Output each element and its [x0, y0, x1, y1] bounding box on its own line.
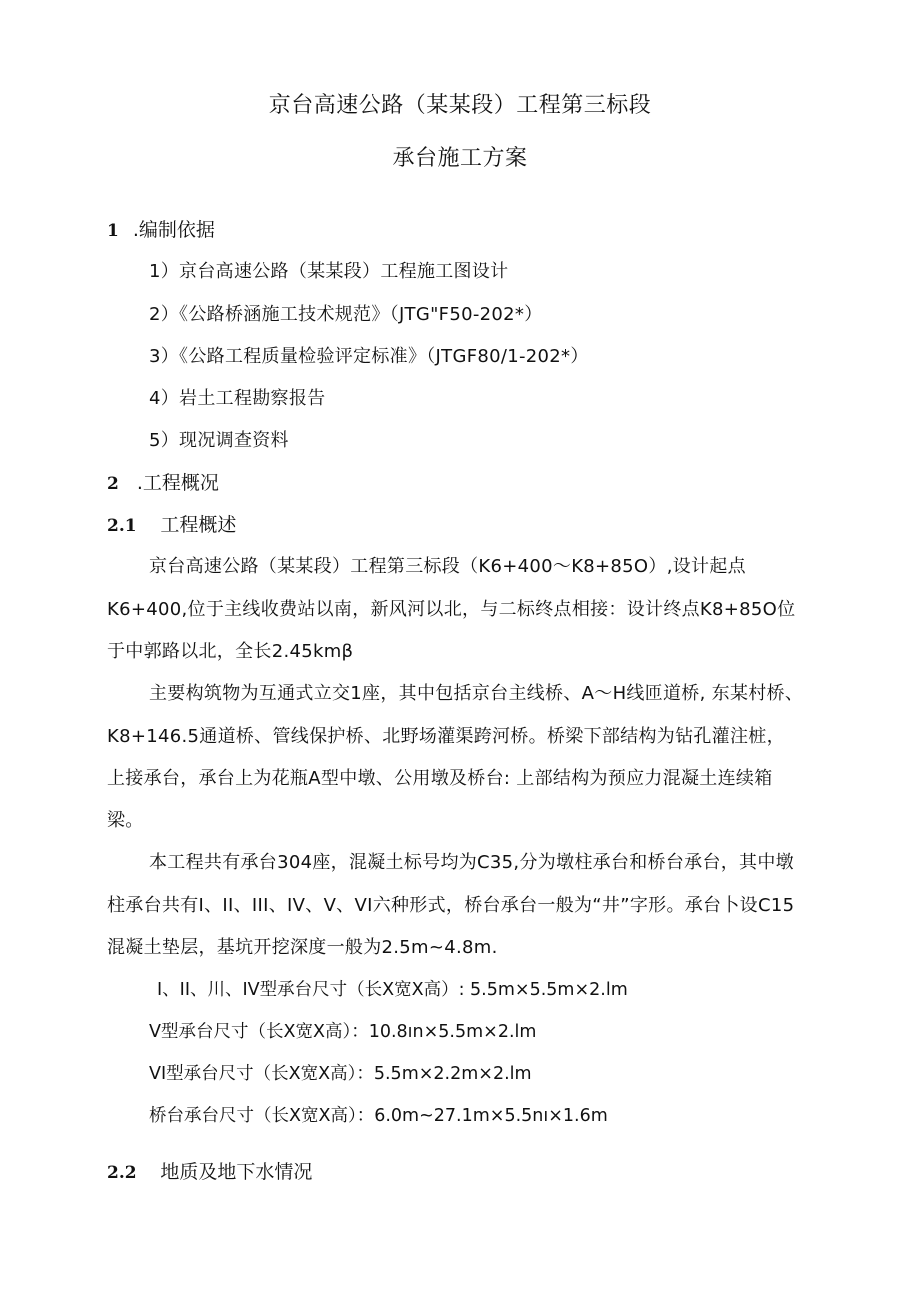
paragraph-line: 柱承台共有I、II、III、IV、V、VI六种形式，桥台承台一般为“井”字形。承台卜设C15 [107, 895, 795, 916]
section-2-1-heading [107, 512, 236, 539]
section-2-2-heading [107, 1159, 312, 1186]
reference-item: 3）《公路工程质量检验评定标准》（JTGF80/1-202*） [149, 346, 589, 367]
paragraph-line: 主要构筑物为互通式立交1座，其中包括京台主线桥、A～H线匝道桥, 东某村桥、 [149, 683, 804, 704]
document-subtitle: 承台施工方案 [392, 146, 528, 171]
section-1-heading [107, 217, 215, 244]
reference-item: 4）岩土工程勘察报告 [149, 388, 326, 409]
reference-item: 2）《公路桥涵施工技术规范》（JTG"F50-202*） [149, 304, 543, 325]
dimension-spec: VI型承台尺寸（长X宽X高）：5.5m×2.2m×2.lm [149, 1064, 532, 1084]
section-number: 2 [107, 474, 119, 494]
dimension-spec: I、II、川、IV型承台尺寸（长X宽X高）: 5.5m×5.5m×2.lm [157, 980, 628, 1000]
paragraph-line: 混凝土垫层，基坑开挖深度一般为2.5m~4.8m. [107, 937, 498, 958]
paragraph-line: K8+146.5通道桥、管线保护桥、北野场灌渠跨河桥。桥梁下部结构为钻孔灌注桩， [107, 726, 785, 747]
section-title: 工程概述 [160, 514, 237, 536]
section-title: .工程概况 [136, 472, 219, 494]
dimension-spec: V型承台尺寸（长X宽X高）：10.8ın×5.5m×2.lm [149, 1022, 537, 1042]
reference-item: 5）现况调查资料 [149, 430, 289, 451]
section-number: 2.2 [107, 1163, 137, 1183]
paragraph-line: 梁。 [107, 810, 144, 831]
dimension-spec: 桥台承台尺寸（长X宽X高）：6.0m~27.1m×5.5nı×1.6m [149, 1106, 608, 1126]
document-title: 京台高速公路（某某段）工程第三标段 [268, 93, 652, 118]
reference-item: 1）京台高速公路（某某段）工程施工图设计 [149, 261, 509, 282]
paragraph-line: 上接承台，承台上为花瓶A型中墩、公用墩及桥台: 上部结构为预应力混凝土连续箱 [107, 768, 773, 789]
paragraph-line: K6+400,位于主线收费站以南，新风河以北，与二标终点相接：设计终点K8+85O位 [107, 599, 796, 620]
section-title: .编制依据 [132, 219, 215, 241]
section-number: 2.1 [107, 516, 137, 536]
paragraph-line: 于中郭路以北，全长2.45kmβ [107, 641, 354, 662]
paragraph-line: 本工程共有承台304座，混凝土标号均为C35,分为墩柱承台和桥台承台，其中墩 [149, 852, 794, 873]
section-title: 地质及地下水情况 [160, 1161, 313, 1183]
paragraph-line: 京台高速公路（某某段）工程第三标段（K6+400～K8+85O）,设计起点 [149, 556, 746, 577]
section-number: 1 [107, 221, 119, 241]
section-2-heading [107, 470, 219, 497]
